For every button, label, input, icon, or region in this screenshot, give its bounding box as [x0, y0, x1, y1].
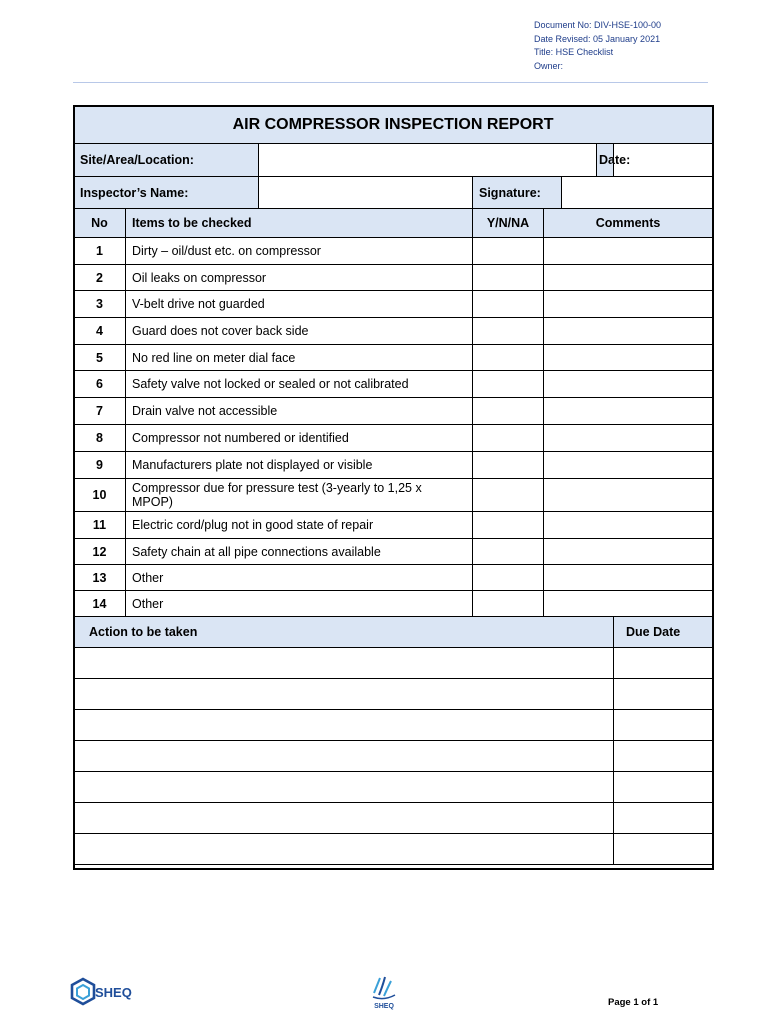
action-row: [74, 710, 713, 741]
item-number: 1: [74, 238, 126, 265]
item-text: Oil leaks on compressor: [126, 265, 473, 291]
ynna-field[interactable]: [473, 479, 544, 512]
action-field[interactable]: [74, 741, 614, 772]
ynna-field[interactable]: [473, 238, 544, 265]
sheq-house-icon: [70, 976, 130, 1006]
action-field[interactable]: [74, 772, 614, 803]
action-field[interactable]: [74, 803, 614, 834]
action-row: [74, 834, 713, 865]
checklist-row: [74, 565, 713, 591]
comments-field[interactable]: [544, 539, 713, 565]
checklist-row: [74, 479, 713, 512]
inspector-field[interactable]: [259, 177, 473, 209]
item-number: 8: [74, 425, 126, 452]
col-header-no: No: [74, 209, 126, 238]
comments-field[interactable]: [544, 565, 713, 591]
ynna-field[interactable]: [473, 539, 544, 565]
due-date-field[interactable]: [614, 803, 713, 834]
comments-field[interactable]: [544, 591, 713, 617]
item-number: 6: [74, 371, 126, 398]
sheq-logo-center-text: SHEQ: [374, 1003, 394, 1010]
action-field[interactable]: [74, 710, 614, 741]
ynna-field[interactable]: [473, 371, 544, 398]
ynna-field[interactable]: [473, 291, 544, 318]
item-number: 7: [74, 398, 126, 425]
ynna-field[interactable]: [473, 591, 544, 617]
checklist-row: [74, 238, 713, 265]
document-number: Document No: DIV-HSE-100-00: [534, 20, 662, 30]
signature-label: Signature:: [473, 177, 562, 209]
checklist-row: [74, 425, 713, 452]
site-label: Site/Area/Location:: [74, 144, 259, 177]
comments-field[interactable]: [544, 371, 713, 398]
sheq-logo-left: [70, 976, 130, 1006]
item-text: Guard does not cover back side: [126, 318, 473, 345]
ynna-field[interactable]: [473, 565, 544, 591]
document-title: Title: HSE Checklist: [534, 47, 614, 57]
checklist-row: [74, 371, 713, 398]
item-number: 12: [74, 539, 126, 565]
item-text: Other: [126, 591, 473, 617]
item-number: 14: [74, 591, 126, 617]
due-date-field[interactable]: [614, 648, 713, 679]
header-divider: [73, 82, 708, 83]
checklist-row: [74, 265, 713, 291]
date-revised: Date Revised: 05 January 2021: [534, 33, 661, 44]
action-field[interactable]: [74, 679, 614, 710]
comments-field[interactable]: [544, 238, 713, 265]
item-number: 2: [74, 265, 126, 291]
action-field[interactable]: [74, 648, 614, 679]
inspector-label: Inspector’s Name:: [74, 177, 259, 209]
form-title: AIR COMPRESSOR INSPECTION REPORT: [74, 106, 713, 144]
comments-field[interactable]: [544, 479, 713, 512]
due-date-field[interactable]: [614, 772, 713, 803]
item-number: 9: [74, 452, 126, 479]
item-text: Dirty – oil/dust etc. on compressor: [126, 238, 473, 265]
site-field[interactable]: [259, 144, 597, 177]
action-field[interactable]: [74, 834, 614, 865]
document-owner: Owner:: [534, 60, 564, 71]
item-text: Drain valve not accessible: [126, 398, 473, 425]
action-row: [74, 772, 713, 803]
sheq-logo-left-text: SHEQ: [95, 985, 132, 1000]
item-text: Safety valve not locked or sealed or not calibrated: [126, 371, 473, 398]
ynna-field[interactable]: [473, 398, 544, 425]
inspection-form: [73, 105, 713, 865]
due-date-field[interactable]: [614, 834, 713, 865]
due-date-field[interactable]: [614, 741, 713, 772]
document-meta: [534, 19, 661, 73]
comments-field[interactable]: [544, 345, 713, 371]
item-text: Compressor not numbered or identified: [126, 425, 473, 452]
ynna-field[interactable]: [473, 265, 544, 291]
col-header-comments: Comments: [544, 209, 713, 238]
item-number: 11: [74, 512, 126, 539]
ynna-field[interactable]: [473, 345, 544, 371]
action-row: [74, 648, 713, 679]
due-date-field[interactable]: [614, 679, 713, 710]
due-date-header: Due Date: [614, 617, 713, 648]
checklist-row: [74, 318, 713, 345]
item-number: 10: [74, 479, 126, 512]
item-number: 3: [74, 291, 126, 318]
checklist-row: [74, 539, 713, 565]
comments-field[interactable]: [544, 398, 713, 425]
comments-field[interactable]: [544, 265, 713, 291]
checklist-row: [74, 452, 713, 479]
checklist-row: [74, 591, 713, 617]
ynna-field[interactable]: [473, 452, 544, 479]
item-text: Manufacturers plate not displayed or visible: [126, 452, 473, 479]
signature-field[interactable]: [562, 177, 713, 209]
comments-field[interactable]: [544, 452, 713, 479]
item-text: Compressor due for pressure test (3-yearly to 1,25 x MPOP): [126, 479, 473, 512]
ynna-field[interactable]: [473, 318, 544, 345]
action-row: [74, 803, 713, 834]
col-header-items: Items to be checked: [126, 209, 473, 238]
due-date-field[interactable]: [614, 710, 713, 741]
comments-field[interactable]: [544, 291, 713, 318]
checklist-row: [74, 398, 713, 425]
item-number: 5: [74, 345, 126, 371]
checklist-row: [74, 512, 713, 539]
item-text: Electric cord/plug not in good state of repair: [126, 512, 473, 539]
item-text: Other: [126, 565, 473, 591]
comments-field[interactable]: [544, 512, 713, 539]
item-text: V-belt drive not guarded: [126, 291, 473, 318]
ynna-field[interactable]: [473, 425, 544, 452]
comments-field[interactable]: [544, 318, 713, 345]
col-header-ynna: Y/N/NA: [473, 209, 544, 238]
checklist-row: [74, 291, 713, 318]
date-label: Date:: [597, 144, 614, 177]
item-number: 13: [74, 565, 126, 591]
action-header: Action to be taken: [74, 617, 614, 648]
sheq-wave-icon: [368, 975, 400, 1009]
checklist-row: [74, 345, 713, 371]
page-number: Page 1 of 1: [608, 997, 659, 1008]
item-number: 4: [74, 318, 126, 345]
comments-field[interactable]: [544, 425, 713, 452]
action-row: [74, 741, 713, 772]
ynna-field[interactable]: [473, 512, 544, 539]
sheq-logo-center: [368, 975, 400, 1009]
item-text: Safety chain at all pipe connections available: [126, 539, 473, 565]
item-text: No red line on meter dial face: [126, 345, 473, 371]
action-row: [74, 679, 713, 710]
